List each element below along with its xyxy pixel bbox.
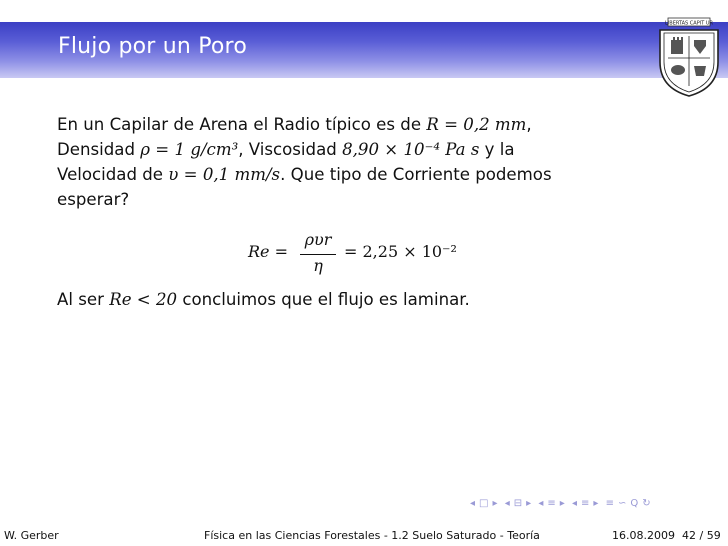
svg-text:LIBERTAS CAPIT UR: LIBERTAS CAPIT UR [665,20,713,27]
body-text: Al ser [57,290,110,309]
density-math: ρ = 1 g/cm³ [140,140,239,159]
slide-body [57,112,677,212]
footer-date: 16.08.2009 [612,529,675,542]
body-line-2 [57,137,677,162]
slide-title: Flujo por un Poro [58,34,247,59]
footer-course: Física en las Ciencias Forestales - 1.2 Suelo Saturado - Teoría [204,529,540,542]
fraction-bar [300,254,336,255]
university-logo [654,16,724,98]
body-line-3 [57,162,677,187]
beamer-navigation [470,498,655,514]
nav-forward-icon[interactable]: ↻ [642,498,651,509]
body-line-4: esperar? [57,190,130,209]
nav-search-icon[interactable]: Q [630,498,639,509]
nav-next-subsection-icon[interactable]: ▸ [526,498,532,509]
body-line-1 [57,112,677,137]
nav-prev-section-icon[interactable]: ◂ [538,498,544,509]
body-text: Velocidad de [57,165,169,184]
body-text: Densidad [57,140,141,159]
body-text: . Que tipo de Corriente podemos [280,165,552,184]
nav-prev-part-icon[interactable]: ◂ [571,498,578,509]
body-text: y la [479,140,515,159]
footer-page: 42 / 59 [682,529,721,542]
nav-part-icon[interactable]: ≡ [581,498,590,509]
body-text: concluimos que el flujo es laminar. [177,290,470,309]
nav-align-icon[interactable]: ≡ [605,498,615,509]
nav-back-icon[interactable]: ∽ [618,498,627,509]
equation-rhs: = 2,25 × 10⁻² [344,242,457,261]
nav-frame-icon[interactable]: □ [479,498,489,509]
nav-next-section-icon[interactable]: ▸ [559,498,565,509]
reynolds-condition-math: Re < 20 [109,290,178,309]
viscosity-math: 8,90 × 10⁻⁴ Pa s [342,140,480,159]
body-text: , Viscosidad [238,140,343,159]
nav-prev-subsection-icon[interactable]: ◂ [504,498,510,509]
nav-subsection-icon[interactable]: ⊟ [513,498,523,509]
velocity-math: υ = 0,1 mm/s [168,165,281,184]
footer [0,526,728,546]
equation-denominator: η [313,256,323,275]
radius-math: R = 0,2 mm [426,115,527,134]
nav-next-frame-icon[interactable]: ▸ [492,498,498,509]
equation-numerator: ρυr [304,230,332,249]
body-text: En un Capilar de Arena el Radio típico es de [57,115,427,134]
nav-prev-frame-icon[interactable]: ◂ [470,498,476,509]
nav-section-icon[interactable]: ≡ [547,498,556,509]
nav-next-part-icon[interactable]: ▸ [593,498,599,509]
body-text: , [526,115,532,134]
conclusion-line [57,290,470,309]
footer-author: W. Gerber [4,529,59,542]
equation-lhs: Re = [248,242,289,261]
